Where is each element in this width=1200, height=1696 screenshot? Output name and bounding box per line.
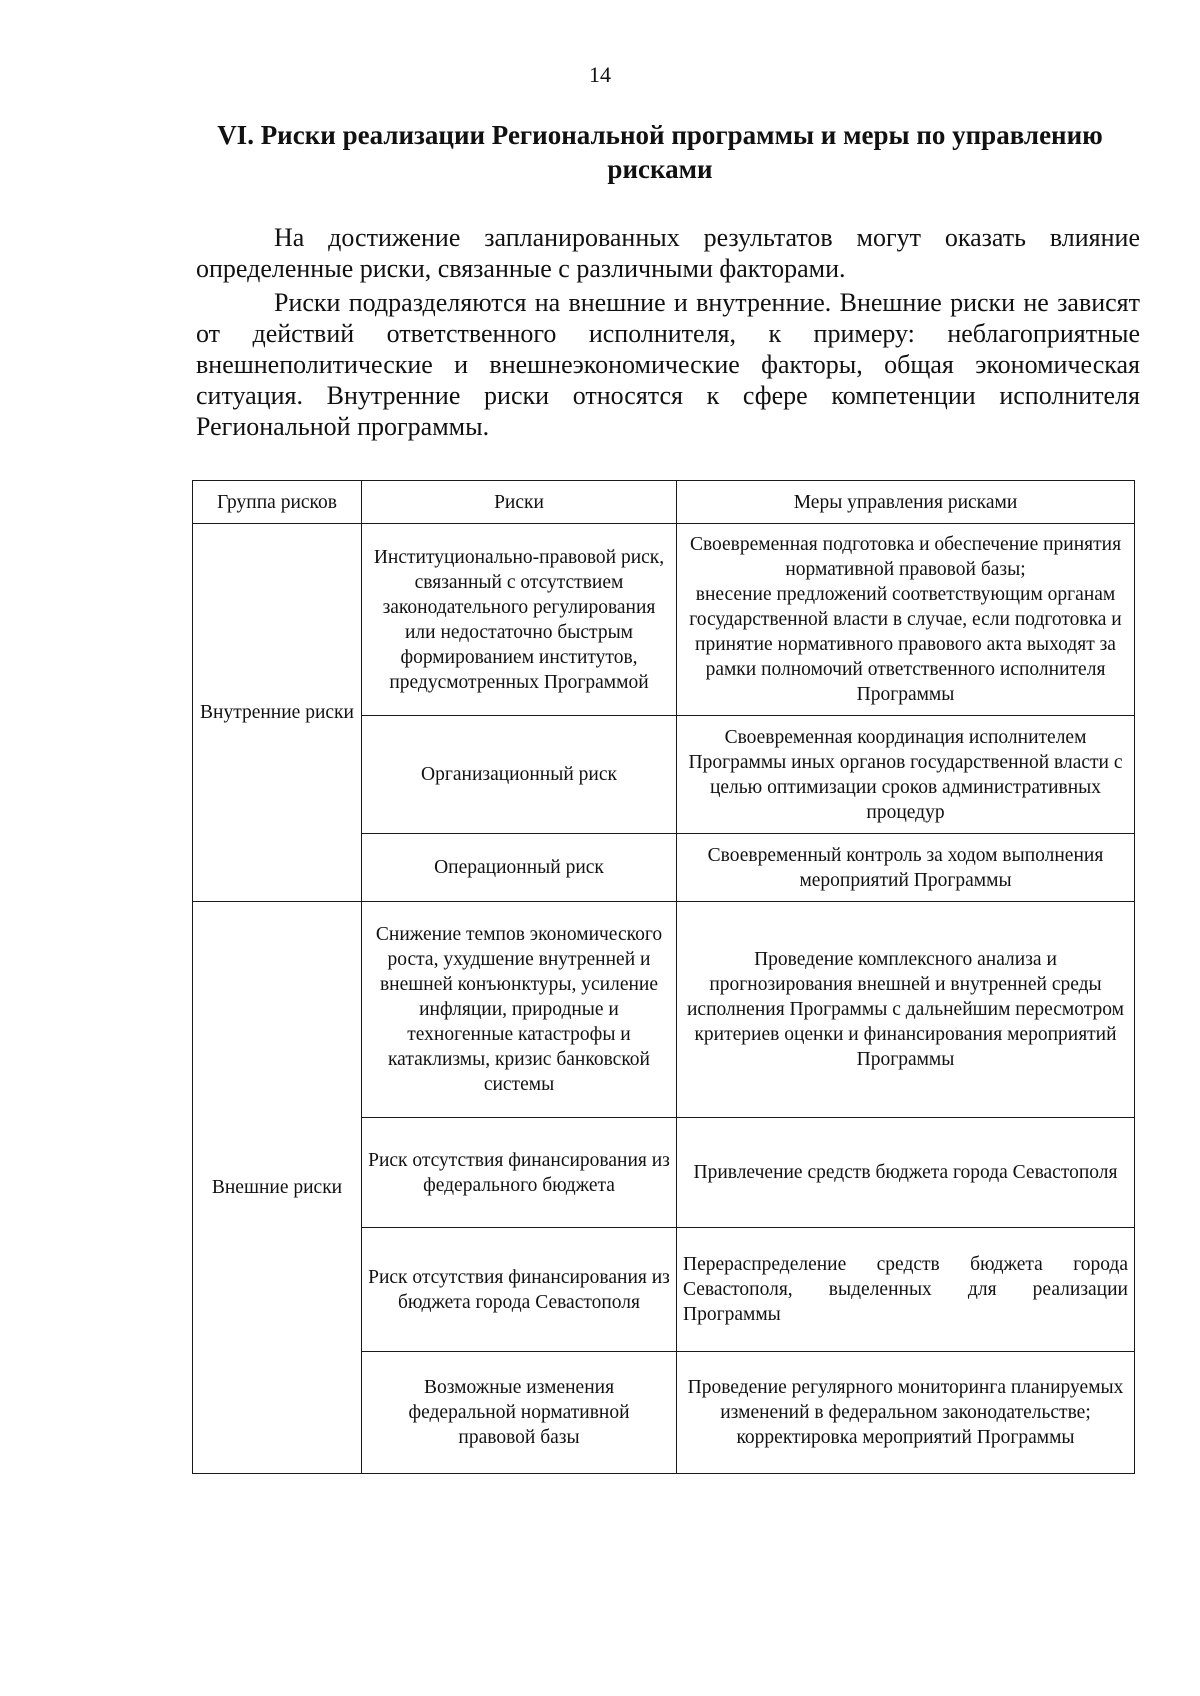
intro-paragraph-2: [196, 287, 1140, 442]
table-header-row: [193, 481, 1135, 524]
risk-cell: Операционный риск: [362, 834, 677, 902]
paragraph-text: На достижение запланированных результатов могут оказать влияние определенные риски, связанные с различными факторами.: [196, 223, 1140, 283]
table-row: [193, 902, 1135, 1118]
risk-cell: Снижение темпов экономического роста, ухудшение внутренней и внешней конъюнктуры, усиление инфляции, природные и техногенные катастрофы и катаклизмы, кризис банковской системы: [362, 902, 677, 1118]
header-risks: Риски: [362, 481, 677, 524]
risk-table: [192, 480, 1135, 1474]
risk-cell: Организационный риск: [362, 716, 677, 834]
header-risk-group: Группа рисков: [193, 481, 362, 524]
group-external-risks: Внешние риски: [193, 902, 362, 1474]
risk-cell: Возможные изменения федеральной нормативной правовой базы: [362, 1352, 677, 1474]
risk-cell: Институционально-правовой риск, связанный с отсутствием законодательного регулирования или недостаточно быстрым формированием институтов, предусмотренных Программой: [362, 524, 677, 716]
section-heading: VI. Риски реализации Региональной программы и меры по управлению рисками: [217, 120, 1103, 184]
measure-cell: Проведение комплексного анализа и прогнозирования внешней и внутренней среды исполнения Программы с дальнейшим пересмотром критериев оценки и финансирования мероприятий Программы: [677, 902, 1135, 1118]
measure-cell: Своевременный контроль за ходом выполнения мероприятий Программы: [677, 834, 1135, 902]
intro-paragraph-1: [196, 222, 1140, 284]
risk-cell: Риск отсутствия финансирования из бюджета города Севастополя: [362, 1228, 677, 1352]
measure-cell: Проведение регулярного мониторинга планируемых изменений в федеральном законодательстве; корректировка мероприятий Программы: [677, 1352, 1135, 1474]
measure-cell: Своевременная подготовка и обеспечение принятия нормативной правовой базы; внесение предложений соответствующим органам государственной власти в случае, если подготовка и принятие нормативного правового акта выходят за рамки полномочий ответственного исполнителя Программы: [677, 524, 1135, 716]
table-row: [193, 524, 1135, 716]
page-number: 14: [589, 62, 611, 87]
header-measures: Меры управления рисками: [677, 481, 1135, 524]
group-internal-risks: Внутренние риски: [193, 524, 362, 902]
measure-cell: Перераспределение средств бюджета города Севастополя, выделенных для реализации Программы: [677, 1228, 1135, 1352]
measure-cell: Привлечение средств бюджета города Севастополя: [677, 1118, 1135, 1228]
measure-cell: Своевременная координация исполнителем Программы иных органов государственной власти с целью оптимизации сроков административных процедур: [677, 716, 1135, 834]
risk-cell: Риск отсутствия финансирования из федерального бюджета: [362, 1118, 677, 1228]
paragraph-text: Риски подразделяются на внешние и внутренние. Внешние риски не зависят от действий ответственного исполнителя, к примеру: неблагоприятные внешнеполитические и внешнеэкономические факторы, общая экономическая ситуация. Внутренние риски относятся к сфере компетенции исполнителя Региональной программы.: [196, 288, 1140, 441]
